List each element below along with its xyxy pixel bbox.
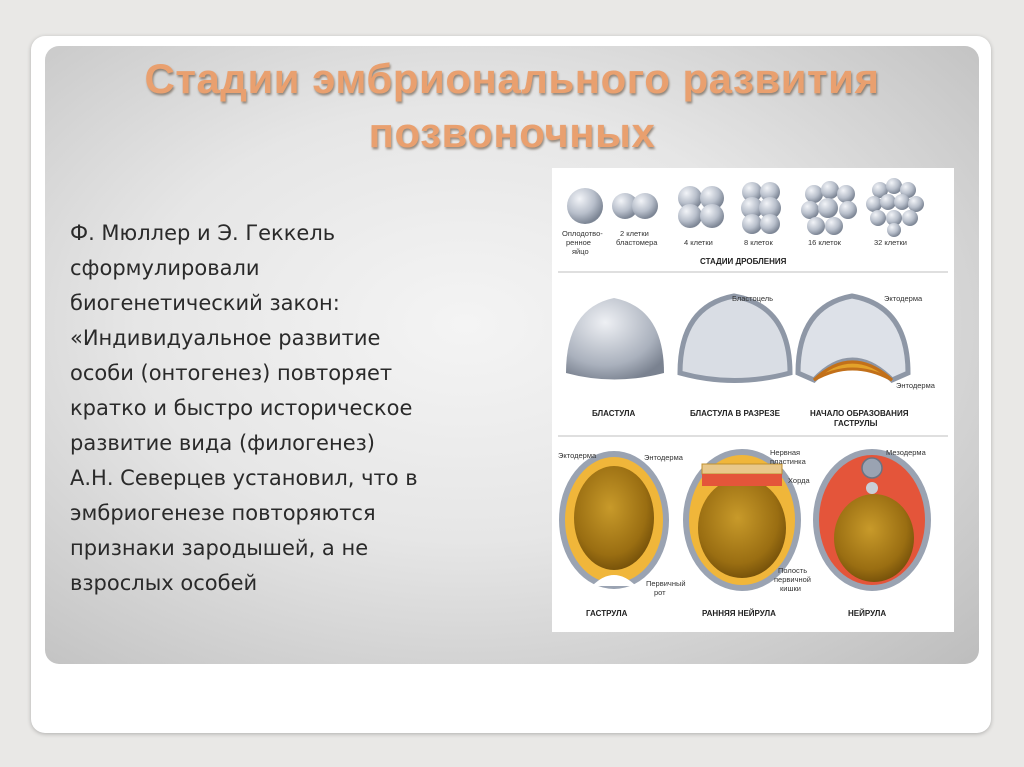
fertilized-egg	[567, 188, 603, 224]
label-primary-mouth-2: рот	[654, 588, 666, 597]
label-gut-cavity-3: кишки	[780, 584, 801, 593]
cleavage-stages	[558, 178, 948, 272]
label-primary-mouth-1: Первичный	[646, 579, 686, 588]
caption-blastula-section: БЛАСТУЛА В РАЗРЕЗЕ	[690, 409, 780, 418]
label-blastocoel: Бластоцель	[732, 294, 774, 303]
label-mesoderm: Мезодерма	[886, 448, 926, 457]
sixteen-cell-embryo	[801, 181, 857, 235]
neurula-yolk	[834, 494, 914, 582]
caption-gastrula-start-1: НАЧАЛО ОБРАЗОВАНИЯ	[810, 409, 909, 418]
label-chorda: Хорда	[788, 476, 810, 485]
title-line-1: Стадии эмбрионального развития	[144, 55, 880, 102]
eight-cell-embryo	[741, 182, 781, 234]
two-cell-right	[632, 193, 658, 219]
label-two-cells: 2 клетки	[620, 229, 649, 238]
caption-early-neurula: РАННЯЯ НЕЙРУЛА	[702, 609, 776, 618]
label-eight-cells: 8 клеток	[744, 238, 773, 247]
caption-blastula: БЛАСТУЛА	[592, 409, 636, 418]
blastula-whole	[566, 298, 664, 380]
neural-tube	[862, 458, 882, 478]
label-endoderm-2: Энтодерма	[644, 453, 683, 462]
four-cell-embryo	[678, 186, 724, 228]
caption-gastrula: ГАСТРУЛА	[586, 609, 628, 618]
notochord	[866, 482, 878, 494]
label-neural-2: пластинка	[770, 457, 806, 466]
caption-cleavage: СТАДИИ ДРОБЛЕНИЯ	[700, 257, 787, 266]
label-gut-cavity-1: Полость	[778, 566, 808, 575]
label-egg-3: яйцо	[572, 247, 589, 256]
blastula-section	[680, 296, 790, 381]
label-four-cells: 4 клетки	[684, 238, 713, 247]
label-ectoderm: Эктодерма	[558, 451, 597, 460]
label-endoderm: Энтодерма	[896, 381, 935, 390]
neurula-stages	[558, 448, 928, 618]
title-line-2: позвоночных	[368, 109, 656, 156]
label-egg-1: Оплодотво-	[562, 229, 603, 238]
slide-body-text: Ф. Мюллер и Э. Геккель сформулировали биогенетический закон: «Индивидуальное развитие особи (онтогенез) повторяет кратко и быстро историческое развитие вида (филогенез) А.Н. Северцев установил, что в эмбриогенезе повторяются признаки зародышей, а не взрослых особей	[70, 221, 418, 595]
label-neural-1: Нервная	[770, 448, 801, 457]
early-neurula-yolk	[698, 478, 786, 578]
gastrula-yolk	[574, 466, 654, 570]
slide-title	[45, 52, 979, 160]
embryo-development-figure	[552, 168, 954, 632]
label-thirtytwo-cells: 32 клетки	[874, 238, 907, 247]
label-egg-2: ренное	[566, 238, 591, 247]
embryo-diagram	[552, 168, 954, 632]
mesoderm-early	[702, 474, 782, 486]
label-blastomere: бластомера	[616, 238, 658, 247]
label-ectoderm-top: Эктодерма	[884, 294, 923, 303]
label-gut-cavity-2: первичной	[774, 575, 811, 584]
label-sixteen-cells: 16 клеток	[808, 238, 841, 247]
caption-gastrula-start-2: ГАСТРУЛЫ	[834, 419, 878, 428]
caption-neurula: НЕЙРУЛА	[848, 609, 887, 618]
thirtytwo-cell-embryo	[866, 178, 924, 237]
blastula-stages	[558, 294, 948, 436]
